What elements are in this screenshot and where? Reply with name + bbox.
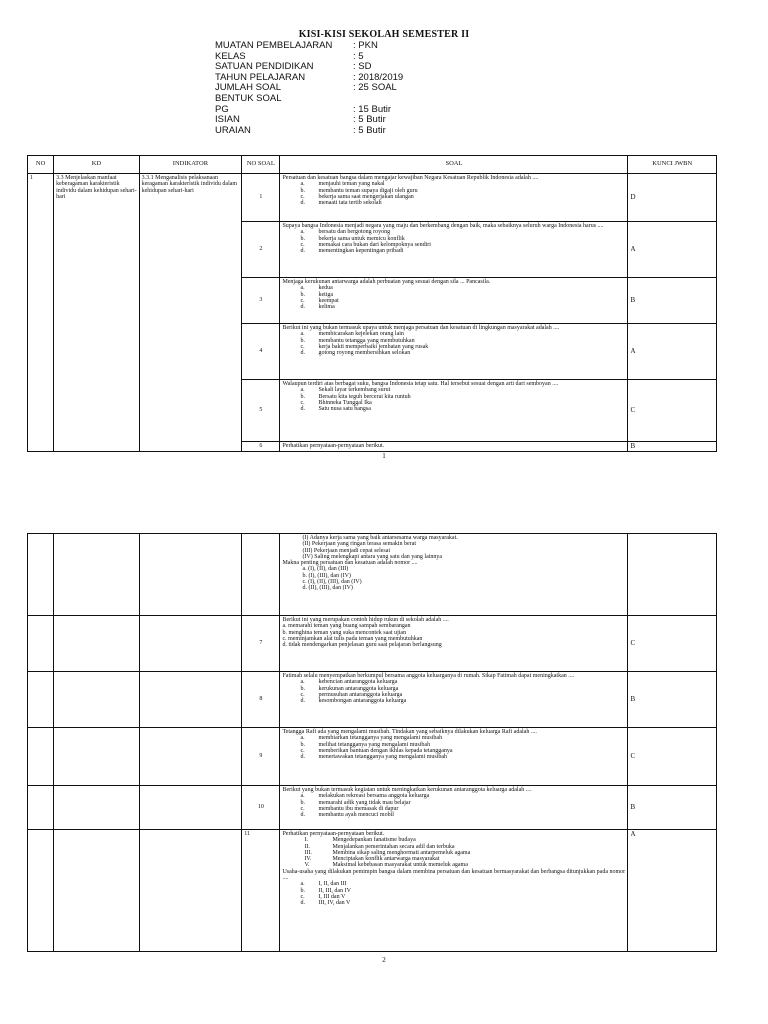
option-letter: c.	[300, 805, 305, 812]
indikator-cell	[139, 830, 242, 952]
option-text: Bersatu kita teguh bercerai kita runtuh	[318, 393, 411, 400]
option-text: kerja bakti memperbaiki jembatan yang rusak	[318, 343, 429, 350]
option-text: melihat tetangganya yang mengalami musibah	[318, 741, 431, 748]
meta-value: : 2018/2019	[353, 71, 404, 83]
kd-cell	[54, 616, 139, 672]
meta-row	[215, 126, 403, 137]
option-letter: b.	[300, 291, 305, 298]
table-row	[28, 616, 717, 672]
row-no	[28, 786, 54, 830]
table-row	[28, 728, 717, 786]
header-kd: KD	[54, 156, 139, 174]
option-letter: a.	[300, 735, 305, 742]
question-number: 4	[242, 324, 280, 380]
meta-row	[215, 94, 403, 105]
question-text: Persatuan dan kesatuan bangsa dalam mengajar kewajiban Negara Kesatuan Republik Indonesia adalah ....	[282, 175, 539, 181]
answer-key: B	[628, 278, 717, 324]
option-text: kesombongan antaranggota keluarga	[318, 698, 407, 705]
meta-value: : 5 Butir	[353, 124, 386, 136]
row-no: 1	[28, 174, 54, 452]
option-letter: b.	[300, 235, 305, 242]
question-text: Berikut ini yang merupakan contoh hidup rukun di sekolah adalah ....	[282, 617, 449, 623]
table-row	[28, 174, 717, 222]
answer-option: c. meminjamkan alat tulis pada teman yang membutuhkan	[282, 635, 423, 642]
option-text: I, III dan V	[318, 893, 346, 900]
answer-option	[282, 304, 625, 310]
answer-option: b. (I), (III), dan (IV)	[302, 572, 351, 579]
question-number	[242, 534, 280, 616]
question-number: 1	[242, 174, 280, 222]
option-text: ketiga	[318, 291, 334, 298]
question-number: 5	[242, 380, 280, 442]
question-text: Menjaga kerukunan antarwarga adalah perbuatan yang sesuai dengan sila ... Pancasila.	[282, 279, 491, 285]
answer-option	[282, 754, 625, 760]
roman-numeral: II.	[304, 843, 310, 850]
option-letter: c.	[300, 241, 305, 248]
option-letter: a.	[300, 881, 305, 888]
meta-value: : 5 Butir	[353, 114, 386, 126]
question-cell	[280, 830, 628, 952]
meta-label: URAIAN	[215, 124, 251, 136]
question-cell	[280, 442, 628, 452]
option-text: menaati tata tertib sekolah	[318, 200, 382, 207]
option-text: kedua	[318, 285, 333, 292]
row-no	[28, 616, 54, 672]
answer-key: C	[628, 728, 717, 786]
question-number: 6	[242, 442, 280, 452]
option-letter: c.	[300, 747, 305, 754]
statement-text: Menjalankan pemerintahan secara adil dan terbuka	[332, 843, 455, 850]
question-text: Walaupun terdiri atas berbagai suku, bangsa Indonesia tetap satu. Hal tersebut sesuai dengan arti dari semboyan ....	[282, 381, 559, 387]
indikator-cell	[139, 728, 242, 786]
question-cell	[280, 278, 628, 324]
option-text: membantu teman supaya digaji oleh guru	[318, 187, 418, 194]
option-letter: c.	[300, 297, 305, 304]
roman-numeral: I.	[304, 837, 308, 844]
question-text: Berikut ini yang bukan termasuk upaya untuk menjaga persatuan dan kesatuan di lingkungan masyarakat adalah ....	[282, 325, 560, 331]
answer-option: b. menghina teman yang suka mencontek saat ujian	[282, 629, 407, 636]
option-letter: c.	[300, 893, 305, 900]
answer-key: A	[628, 830, 717, 952]
option-letter: a.	[300, 679, 305, 686]
option-text: membantu ayah mencuci mobil	[318, 812, 394, 819]
indikator-cell: 3.3.1 Menganalisis pelaksanaan keragaman karakteristik individu dalam kehidupan sehari-hari	[139, 174, 242, 452]
answer-option: c. (I), (II), (III), dan (IV)	[302, 579, 362, 586]
option-text: memarahi adik yang tidak mau belajar	[318, 799, 411, 806]
kisi-table-page-1	[27, 155, 717, 452]
kd-cell	[54, 786, 139, 830]
answer-option	[282, 248, 625, 254]
option-letter: c.	[300, 691, 305, 698]
question-prompt: Makna penting persatuan dan kesatuan adalah nomor ....	[282, 560, 418, 567]
answer-key: D	[628, 174, 717, 222]
option-text: II, III, dan IV	[318, 887, 351, 894]
kd-cell	[54, 672, 139, 728]
question-number: 2	[242, 222, 280, 278]
question-cell	[280, 672, 628, 728]
kd-cell	[54, 830, 139, 952]
kd-cell	[54, 534, 139, 616]
option-text: kelima	[318, 304, 335, 311]
table-row	[28, 830, 717, 952]
question-number: 7	[242, 616, 280, 672]
row-no	[28, 728, 54, 786]
statement-text: Membina sikap saling menghormati antarpemeluk agama	[332, 849, 471, 856]
question-text: Tetangga Rafi ada yang mengalami musibah. Tindakan yang sebaiknya dilakukan keluarga Rafi adalah ....	[282, 729, 537, 735]
answer-key: A	[628, 222, 717, 278]
option-letter: a.	[300, 229, 305, 236]
answer-option: d. (II), (III), dan (IV)	[302, 585, 353, 592]
answer-key: A	[628, 324, 717, 380]
meta-label: ISIAN	[215, 114, 240, 126]
meta-value: : SD	[353, 61, 372, 73]
option-letter: c.	[300, 399, 305, 406]
option-text: membantu tetangga yang membutuhkan	[318, 337, 415, 344]
statement-text: Menciptakan konflik antarwarga masyarakat	[332, 856, 440, 863]
meta-block	[215, 41, 403, 136]
answer-key: C	[628, 616, 717, 672]
option-text: menjauhi teman yang nakal	[318, 181, 385, 188]
question-cell	[280, 616, 628, 672]
question-number: 11	[242, 830, 280, 952]
kd-cell: 3.3 Menjelaskan manfaat keberagaman karakteristik individu dalam kehidupan sehari-hari	[54, 174, 139, 452]
answer-option: a. (I), (II), dan (III)	[302, 566, 349, 573]
option-letter: a.	[300, 285, 305, 292]
statement-line: (IV) Saling melengkapi antara yang satu dan yang lainnya	[302, 553, 443, 560]
answer-key: B	[628, 672, 717, 728]
question-text: Perhatikan pernyataan-pernyataan berikut.	[282, 831, 385, 837]
option-text: permusuhan antaranggota keluarga	[318, 691, 403, 698]
option-text: gotong royong membersihkan selokan	[318, 350, 411, 357]
roman-numeral: IV.	[304, 856, 312, 863]
meta-value: : PKN	[353, 40, 378, 51]
statement-text: Mengedepankan fanatisme budaya	[332, 837, 416, 844]
answer-option	[282, 406, 625, 412]
meta-label: KELAS	[215, 50, 246, 62]
option-text: keempat	[318, 297, 339, 304]
indikator-cell	[139, 534, 242, 616]
option-text: melakukan rekreasi bersama anggota keluarga	[318, 793, 430, 800]
meta-row	[215, 41, 403, 52]
statement-line: (I) Adanya kerja sama yang baik antarsesama warga masyarakat.	[302, 535, 458, 541]
page-number: 1	[382, 452, 386, 460]
meta-label: SATUAN PENDIDIKAN	[215, 61, 314, 73]
header-kunci: KUNCI JWBN	[628, 156, 717, 174]
option-text: kebencian antaranggota keluarga	[318, 679, 398, 686]
option-text: membiarkan tetangganya yang mengalami musibah	[318, 735, 443, 742]
roman-numeral: V.	[304, 862, 310, 869]
option-letter: d.	[300, 406, 305, 413]
meta-value: : 25 SOAL	[353, 82, 397, 94]
header-no-soal: NO SOAL	[242, 156, 280, 174]
option-letter: b.	[300, 741, 305, 748]
option-letter: d.	[300, 350, 305, 357]
option-text: I, II, dan III	[318, 881, 347, 888]
row-no	[28, 672, 54, 728]
answer-option: d. tidak mendengarkan penjelasan guru saat pelajaran berlangsung	[282, 642, 442, 649]
option-letter: d.	[300, 900, 305, 907]
page-number: 2	[382, 956, 386, 964]
option-letter: d.	[300, 754, 305, 761]
kd-cell	[54, 728, 139, 786]
option-letter: d.	[300, 812, 305, 819]
row-no	[28, 830, 54, 952]
option-text: III, IV, dan V	[318, 900, 351, 907]
header-no: NO	[28, 156, 54, 174]
option-letter: d.	[300, 698, 305, 705]
option-text: menertawakan tetangganya yang mengalami musibah	[318, 754, 448, 761]
meta-label: TAHUN PELAJARAN	[215, 71, 306, 83]
option-text: membantu ibu memasak di dapur	[318, 805, 399, 812]
question-cell	[280, 222, 628, 278]
table-row	[28, 672, 717, 728]
meta-label: JUMLAH SOAL	[215, 82, 281, 94]
option-letter: d.	[300, 304, 305, 311]
question-number: 9	[242, 728, 280, 786]
option-letter: a.	[300, 793, 305, 800]
question-cell	[280, 728, 628, 786]
question-cell	[280, 534, 628, 616]
statement-line: (III) Pekerjaan menjadi cepat selesai	[302, 547, 391, 554]
answer-option: a. memarahi teman yang buang sampah sembarangan	[282, 623, 411, 630]
question-text: Fatimah selalu menyempatkan berkumpul bersama anggota keluarganya di rumah. Sikap Fatimah dapat meningkatkan ....	[282, 673, 575, 679]
question-text: Supaya bangsa Indonesia menjadi negara yang maju dan berkembang dengan baik, maka sebaiknya seluruh warga Indonesia harus ....	[282, 223, 604, 229]
option-letter: c.	[300, 343, 305, 350]
answer-key: C	[628, 380, 717, 442]
option-text: memakai cara bukan dari kelompoknya sendiri	[318, 241, 431, 248]
option-text: Bhinneka Tunggal Ika	[318, 399, 372, 406]
option-text: Sekali layar terkembang surut	[318, 387, 391, 394]
option-text: mementingkan kepentingan pribadi	[318, 248, 404, 255]
question-cell	[280, 174, 628, 222]
option-letter: b.	[300, 887, 305, 894]
header-soal: SOAL	[280, 156, 628, 174]
option-letter: a.	[300, 387, 305, 394]
meta-label: PG	[215, 103, 229, 115]
answer-key	[628, 534, 717, 616]
kisi-table-page-2	[27, 533, 717, 952]
option-text: Satu nusa satu bangsa	[318, 406, 371, 413]
answer-option	[282, 812, 625, 818]
table-row	[28, 786, 717, 830]
indikator-cell	[139, 672, 242, 728]
roman-numeral: III.	[304, 849, 312, 856]
answer-option	[282, 698, 625, 704]
option-letter: b.	[300, 393, 305, 400]
question-text: Berikut yang bukan termasuk kegiatan untuk meningkatkan kerukunan antaranggota keluarga adalah ....	[282, 787, 532, 793]
option-letter: c.	[300, 193, 305, 200]
option-letter: d.	[300, 248, 305, 255]
question-number: 3	[242, 278, 280, 324]
meta-value: : 15 Butir	[353, 103, 392, 115]
option-letter: a.	[300, 181, 305, 188]
statement-line: (II) Pekerjaan yang ringan terasa semakin berat	[302, 541, 417, 548]
question-number: 10	[242, 786, 280, 830]
meta-label: MUATAN PEMBELAJARAN	[215, 40, 333, 51]
question-text: Perhatikan pernyataan-pernyataan berikut.	[282, 443, 385, 449]
indikator-cell	[139, 616, 242, 672]
header-indikator: INDIKATOR	[139, 156, 242, 174]
doc-title: KISI-KISI SEKOLAH SEMESTER II	[298, 29, 470, 40]
option-letter: b.	[300, 799, 305, 806]
option-letter: a.	[300, 331, 305, 338]
answer-option	[282, 900, 625, 906]
option-text: kerukunan antaranggota keluarga	[318, 685, 399, 692]
answer-option	[282, 350, 625, 356]
row-no	[28, 534, 54, 616]
indikator-cell	[139, 786, 242, 830]
option-text: bersatu dan bergotong royong	[318, 229, 391, 236]
option-text: memberikan bantuan dengan ikhlas kepada tetangganya	[318, 747, 453, 754]
meta-label: BENTUK SOAL	[215, 92, 282, 104]
option-text: bekerja sama untuk memicu konflik	[318, 235, 405, 242]
question-cell	[280, 380, 628, 442]
option-text: membicarakan kejelekan orang lain	[318, 331, 404, 338]
question-number: 8	[242, 672, 280, 728]
statement-text: Maksimal kebebasan masyarakat untuk memeluk agama	[332, 862, 468, 869]
question-cell	[280, 324, 628, 380]
option-letter: b.	[300, 685, 305, 692]
meta-value: : 5	[353, 50, 364, 62]
answer-key: B	[628, 442, 717, 452]
answer-option	[282, 200, 625, 206]
option-text: bekerja sama saat mengerjakan ulangan	[318, 193, 414, 200]
question-prompt: Usaha-usaha yang dilakukan pemimpin bangsa dalam membina persatuan dan kesatuan bermasyarakat dan berbangsa ditunjukkan pada nomor ....	[282, 868, 626, 882]
option-letter: b.	[300, 187, 305, 194]
option-letter: d.	[300, 200, 305, 207]
question-cell	[280, 786, 628, 830]
option-letter: b.	[300, 337, 305, 344]
answer-key: B	[628, 786, 717, 830]
table-row	[28, 534, 717, 616]
